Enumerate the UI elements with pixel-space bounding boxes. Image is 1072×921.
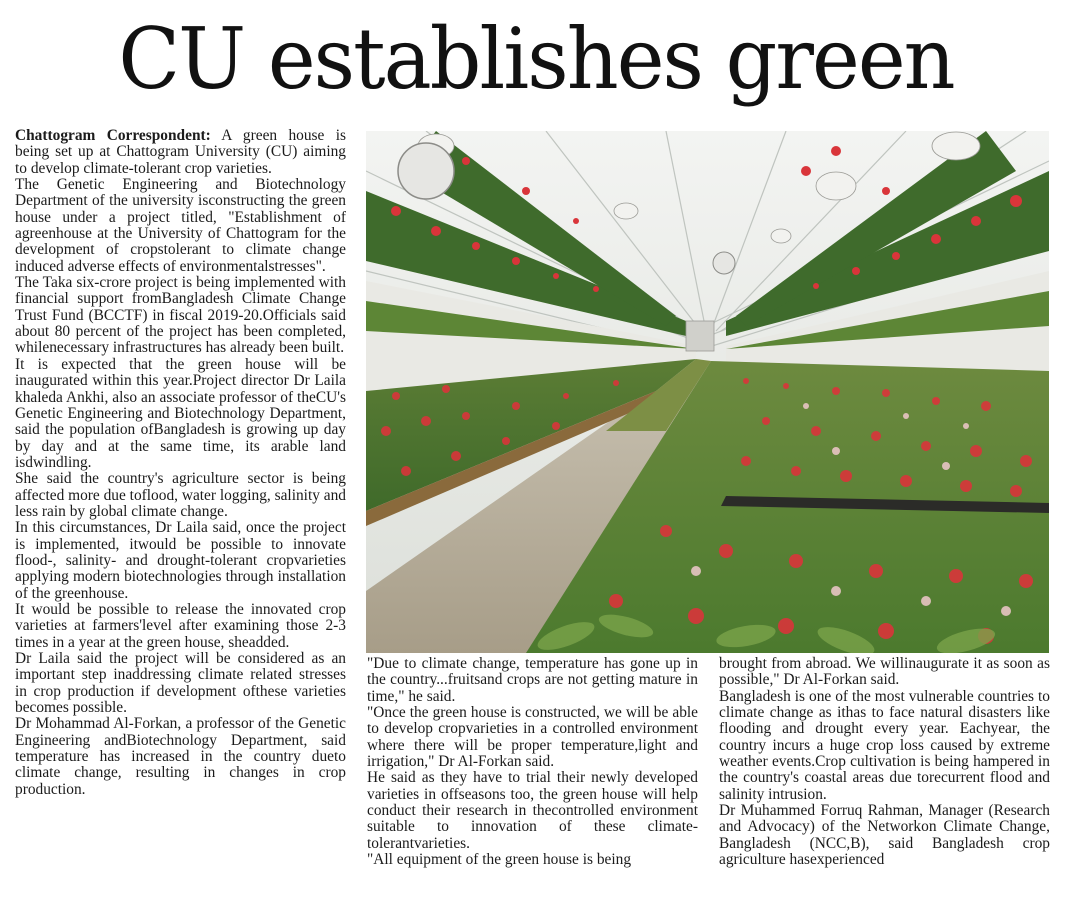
paragraph: In this circumstances, Dr Laila said, once the project is implemented, itwould be possible to innovate flood-, salinity- and drought-tolerant cropvarieties applying modern biotechnologies through installation of the greenhouse.	[15, 519, 346, 602]
headline: CU establishes green	[118, 10, 954, 108]
byline: Chattogram Correspondent:	[15, 127, 211, 144]
article-column-3	[719, 656, 1050, 868]
article-column-2	[367, 656, 698, 868]
paragraph: Bangladesh is one of the most vulnerable countries to climate change as ithas to face natural disasters like flooding and drought every year. Eachyear, the country incurs a huge crop loss caused by extreme weather events.Crop cultivation is being hampered in the country's coastal areas due torecurrent flood and salinity intrusion.	[719, 687, 1050, 803]
paragraph: It is expected that the green house will be inaugurated within this year.Project director Dr Laila khaleda Ankhi, also an associate professor of theCU's Genetic Engineering and Biotechnology Department, said the population ofBangladesh is growing up day by day and at the same time, its arable land isdwindling.	[15, 355, 346, 471]
paragraph: Dr Muhammed Forruq Rahman, Manager (Research and Advocacy) of the Networkon Climate Change, Bangladesh (NCC,B), said Bangladesh crop agriculture hasexperienced	[719, 802, 1050, 869]
paragraph: "All equipment of the green house is being	[367, 851, 632, 869]
paragraph: He said as they have to trial their newly developed varieties in offseasons too, the green house will help conduct their research in thecontrolled environment suitable to innovation of these climate-tolerantvarieties.	[367, 769, 698, 852]
paragraph: Dr Mohammad Al-Forkan, a professor of the Genetic Engineering andBiotechnology Department, said temperature has increased in the country dueto climate change, resulting in changes in crop production.	[15, 715, 346, 798]
paragraph: "Once the green house is constructed, we will be able to develop cropvarieties in a controlled environment where there will be proper temperature,light and irrigation," Dr Al-Forkan said.	[367, 704, 698, 771]
paragraph: The Taka six-crore project is being implemented with financial support fromBangladesh Climate Change Trust Fund (BCCTF) in fiscal 2019-20.Officials said about 80 percent of the project has been completed, whilenecessary infrastructures has already been built.	[15, 274, 346, 357]
paragraph	[15, 128, 346, 177]
paragraph: "Due to climate change, temperature has gone up in the country...fruitsand crops are not getting mature in time," he said.	[367, 655, 698, 705]
paragraph: The Genetic Engineering and Biotechnology Department of the university isconstructing the green house under a project titled, "Establishment of agreenhouse at the University of Chattogram for the development of cropstolerant to climate change induced adverse effects of environmentalstresses".	[15, 176, 346, 275]
paragraph: brought from abroad. We willinaugurate it as soon as possible," Dr Al-Forkan said.	[719, 655, 1050, 689]
paragraph: She said the country's agriculture sector is being affected more due toflood, water logging, salinity and less rain by global climate change.	[15, 470, 346, 520]
greenhouse-photo	[366, 131, 1049, 653]
article-column-1	[15, 128, 346, 798]
paragraph-text: A green house is being set up at Chattogram University (CU) aiming to develop climate-tolerant crop varieties.	[15, 127, 346, 177]
paragraph: Dr Laila said the project will be considered as an important step inaddressing climate related stresses in crop production if development ofthese varieties becomes possible.	[15, 650, 346, 717]
paragraph: It would be possible to release the innovated crop varieties at farmers'level after examining those 2-3 times in a year at the green house, sheadded.	[15, 600, 346, 651]
